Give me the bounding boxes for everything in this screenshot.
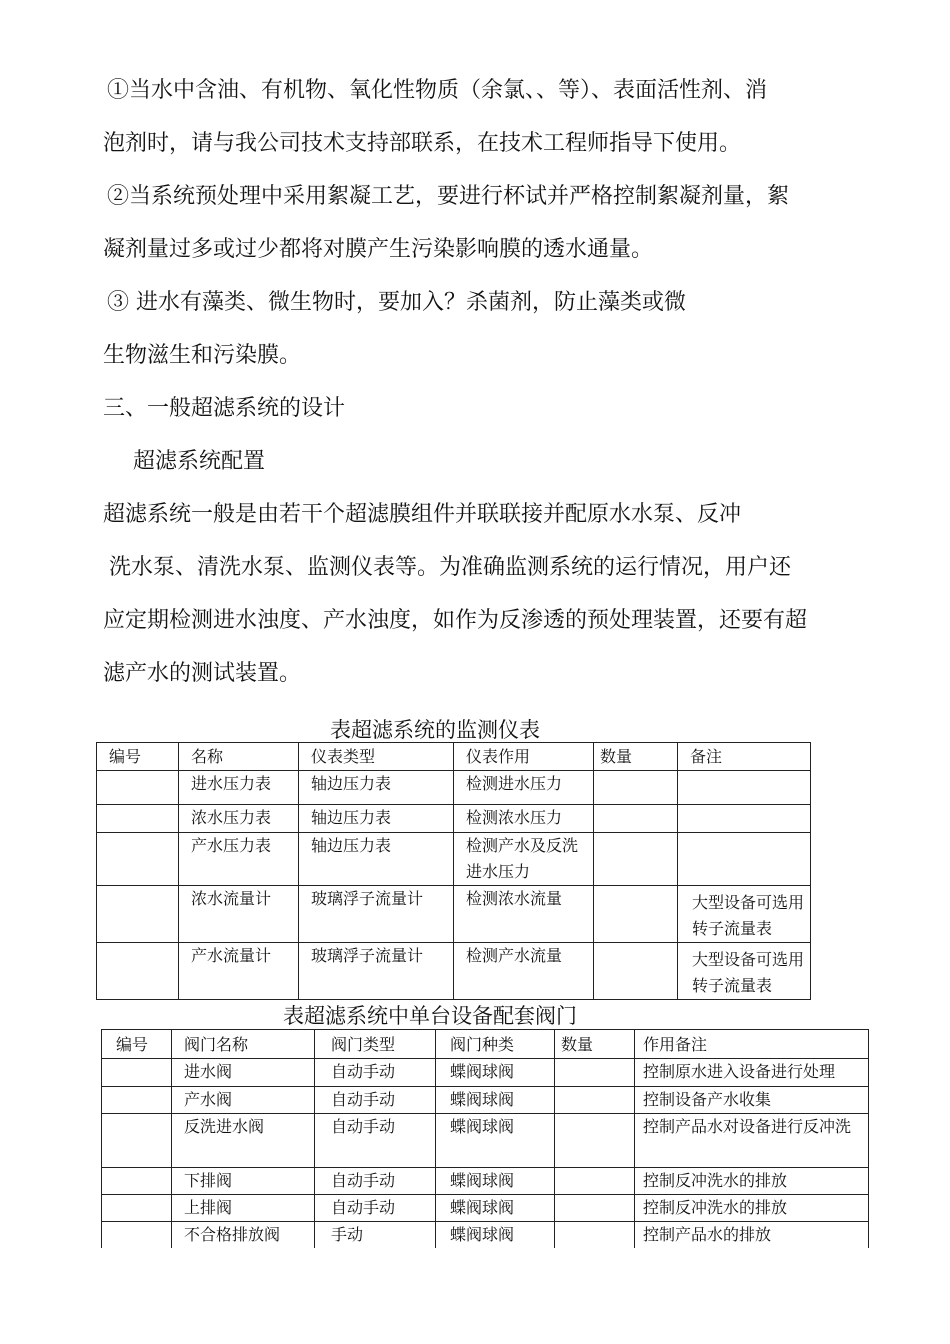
monitoring-instruments-table xyxy=(96,742,811,1000)
table-cell: 大型设备可选用转子流量表 xyxy=(678,943,811,1000)
table-cell: 控制产品水的排放 xyxy=(635,1222,869,1249)
table-cell: 轴边压力表 xyxy=(299,771,454,805)
table-cell: 自动手动 xyxy=(315,1114,436,1168)
paragraph-2: 泡剂时，请与我公司技术支持部联系，在技术工程师指导下使用。 xyxy=(103,131,742,156)
table-cell xyxy=(678,771,811,805)
table-cell: 检测产水及反洗进水压力 xyxy=(454,833,594,886)
table-cell: 产水流量计 xyxy=(179,943,299,1000)
table-cell xyxy=(555,1168,635,1195)
table-cell: 进水压力表 xyxy=(179,771,299,805)
table-cell: 自动手动 xyxy=(315,1168,436,1195)
table-cell: 控制反冲洗水的排放 xyxy=(635,1168,869,1195)
paragraph-4: 凝剂量过多或过少都将对膜产生污染影响膜的透水通量。 xyxy=(103,237,654,262)
table2-caption: 表超滤系统中单台设备配套阀门 xyxy=(283,1004,577,1028)
table-cell: 检测浓水流量 xyxy=(454,886,594,943)
table-cell xyxy=(594,805,678,833)
table-header-row xyxy=(97,743,811,771)
table-row xyxy=(102,1114,869,1168)
table-cell: 自动手动 xyxy=(315,1195,436,1222)
header-cell: 备注 xyxy=(678,743,811,771)
table-cell: 浓水压力表 xyxy=(179,805,299,833)
header-cell: 仪表类型 xyxy=(299,743,454,771)
table-cell: 玻璃浮子流量计 xyxy=(299,943,454,1000)
table-cell xyxy=(555,1087,635,1114)
table-cell xyxy=(555,1059,635,1087)
table-cell xyxy=(555,1222,635,1249)
table-cell: 控制产品水对设备进行反冲洗 xyxy=(635,1114,869,1168)
section-heading: 三、一般超滤系统的设计 xyxy=(103,396,346,421)
table-header-row xyxy=(102,1030,869,1059)
table1-caption: 表超滤系统的监测仪表 xyxy=(330,718,540,742)
paragraph-8: 洗水泵、清洗水泵、监测仪表等。为准确监测系统的运行情况，用户还 xyxy=(109,555,792,580)
table-cell: 手动 xyxy=(315,1222,436,1249)
table-row xyxy=(97,771,811,805)
paragraph-3: ②当系统预处理中采用絮凝工艺，要进行杯试并严格控制絮凝剂量，絮 xyxy=(107,184,790,209)
table-cell xyxy=(97,886,179,943)
table-cell xyxy=(594,886,678,943)
table-cell: 蝶阀球阀 xyxy=(436,1114,555,1168)
table-cell: 检测浓水压力 xyxy=(454,805,594,833)
table-cell: 自动手动 xyxy=(315,1087,436,1114)
table-cell: 控制原水进入设备进行处理 xyxy=(635,1059,869,1087)
table-cell: 蝶阀球阀 xyxy=(436,1059,555,1087)
paragraph-10: 滤产水的测试装置。 xyxy=(103,661,302,686)
header-cell: 作用备注 xyxy=(635,1030,869,1059)
table-row xyxy=(97,886,811,943)
table-cell: 大型设备可选用转子流量表 xyxy=(678,886,811,943)
paragraph-5: ③ 进水有藻类、微生物时，要加入？杀菌剂，防止藻类或微 xyxy=(107,290,686,315)
table-cell: 控制设备产水收集 xyxy=(635,1087,869,1114)
table-cell: 检测进水压力 xyxy=(454,771,594,805)
subsection-heading: 超滤系统配置 xyxy=(133,449,266,474)
header-cell: 名称 xyxy=(179,743,299,771)
header-cell: 仪表作用 xyxy=(454,743,594,771)
paragraph-7: 超滤系统一般是由若干个超滤膜组件并联联接并配原水水泵、反冲 xyxy=(103,502,742,527)
table-cell xyxy=(594,771,678,805)
table-cell xyxy=(97,771,179,805)
header-cell: 阀门种类 xyxy=(436,1030,555,1059)
table-cell xyxy=(102,1222,172,1249)
table-cell: 蝶阀球阀 xyxy=(436,1195,555,1222)
table-row xyxy=(102,1168,869,1195)
table-cell xyxy=(97,943,179,1000)
table-cell xyxy=(555,1114,635,1168)
table-cell: 检测产水流量 xyxy=(454,943,594,1000)
table-cell xyxy=(594,943,678,1000)
paragraph-9: 应定期检测进水浊度、产水浊度，如作为反渗透的预处理装置，还要有超 xyxy=(103,608,808,633)
table-cell: 蝶阀球阀 xyxy=(436,1222,555,1249)
table-cell xyxy=(594,833,678,886)
table-cell: 蝶阀球阀 xyxy=(436,1168,555,1195)
table-row xyxy=(102,1059,869,1087)
table-cell xyxy=(102,1168,172,1195)
table-cell xyxy=(678,833,811,886)
table-cell: 反洗进水阀 xyxy=(172,1114,315,1168)
header-cell: 阀门名称 xyxy=(172,1030,315,1059)
valves-table xyxy=(101,1029,869,1248)
header-cell: 数量 xyxy=(594,743,678,771)
paragraph-6: 生物滋生和污染膜。 xyxy=(103,343,302,368)
table-cell xyxy=(97,833,179,886)
table-cell: 控制反冲洗水的排放 xyxy=(635,1195,869,1222)
table-row xyxy=(97,833,811,886)
table-cell: 蝶阀球阀 xyxy=(436,1087,555,1114)
table-cell xyxy=(678,805,811,833)
header-cell: 编号 xyxy=(97,743,179,771)
table-cell: 上排阀 xyxy=(172,1195,315,1222)
header-cell: 数量 xyxy=(555,1030,635,1059)
table-cell: 下排阀 xyxy=(172,1168,315,1195)
table-cell: 不合格排放阀 xyxy=(172,1222,315,1249)
table-row xyxy=(97,805,811,833)
header-cell: 阀门类型 xyxy=(315,1030,436,1059)
table-row xyxy=(102,1222,869,1249)
table-row xyxy=(102,1087,869,1114)
table-cell xyxy=(102,1114,172,1168)
table-cell xyxy=(97,805,179,833)
table-cell: 产水阀 xyxy=(172,1087,315,1114)
paragraph-1: ①当水中含油、有机物、氧化性物质（余氯、、等）、表面活性剂、消 xyxy=(107,78,768,103)
table-cell xyxy=(555,1195,635,1222)
table-cell: 自动手动 xyxy=(315,1059,436,1087)
header-cell: 编号 xyxy=(102,1030,172,1059)
table-cell xyxy=(102,1087,172,1114)
table-cell: 进水阀 xyxy=(172,1059,315,1087)
table-cell xyxy=(102,1059,172,1087)
table-cell: 浓水流量计 xyxy=(179,886,299,943)
table-row xyxy=(97,943,811,1000)
table-cell: 产水压力表 xyxy=(179,833,299,886)
table-cell: 轴边压力表 xyxy=(299,833,454,886)
table-cell: 玻璃浮子流量计 xyxy=(299,886,454,943)
table-row xyxy=(102,1195,869,1222)
table-cell xyxy=(102,1195,172,1222)
table-cell: 轴边压力表 xyxy=(299,805,454,833)
